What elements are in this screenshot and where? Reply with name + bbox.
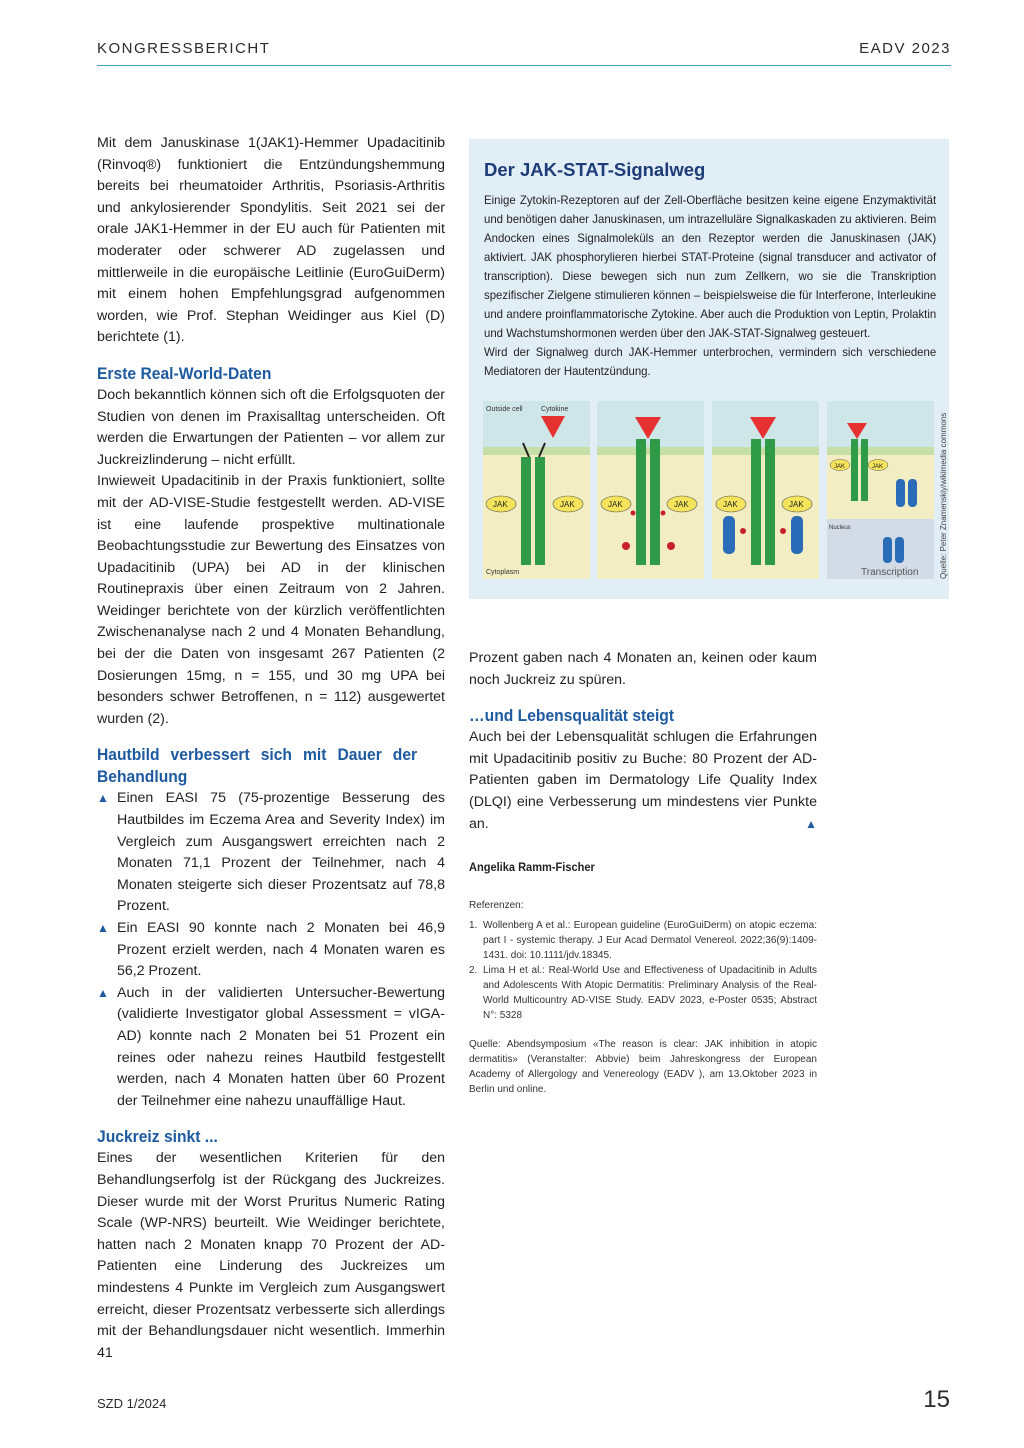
reference-list — [469, 918, 817, 1023]
panel-4 — [827, 401, 934, 579]
svg-text:JAK: JAK — [789, 500, 804, 509]
heading-juckreiz: Juckreiz sinkt ... — [97, 1127, 218, 1147]
info-box-text: Einige Zytokin-Rezeptoren auf der Zell-Oberfläche besitzen keine eigene Enzymaktivität und benötigen daher Januskinasen, um intrazelluläre Signalkaskaden zu aktivieren. Beim Andocken eines Signalmoleküls an den Rezeptor werden die Januskinasen (JAK) aktiviert. JAK phosphorylieren hierbei STAT-Proteine (signal transducer and activator of transcription). Diese bewegen sich nun zum Zellkern, wo sie die Transkription spezifischer Zielgene stimulieren können – beispielsweise die für Interferone, Interleukine und andere proinflammatorische Zytokine. Aber auch die Produktion von Leptin, Prolaktin und Wachstumshormonen werden über den JAK-STAT-Signalweg gesteuert. Wird der Signalweg durch JAK-Hemmer unterbrochen, vermindern sich verschiedene Mediatoren der Hautentzündung. — [484, 193, 937, 378]
heading-hautbild: Hautbild verbessert sich mit Dauer der Behandlung — [97, 745, 418, 787]
svg-text:Cytoplasm: Cytoplasm — [486, 569, 520, 576]
paragraph: Inwieweit Upadacitinib in der Praxis funktioniert, sollte mit der AD-VISE-Studie festgestellt werden. AD-VISE ist eine laufende prospektive multinationale Beobachtungsstudie zur Bewertung des Einsatzes von Upadacitinib (UPA) bei AD in der klinischen Routinepraxis über einen Zeitraum von 2 Jahren. Weidinger berichtete von der kürzlich veröffentlichten Zwischenanalyse nach 2 und 4 Monaten Behandlung, bei der die Daten von insgesamt 267 Patienten (2 Dosierungen 15mg, n = 155, und 30 mg UPA bei besonders schwer Betroffenen, n = 112) ausgewertet wurden (2). — [97, 473, 445, 727]
references-label: Referenzen: — [469, 899, 524, 911]
svg-text:JAK: JAK — [872, 464, 884, 470]
paragraph: Prozent gaben nach 4 Monaten an, keinen oder kaum noch Juckreiz zu spüren. — [469, 650, 817, 688]
svg-text:JAK: JAK — [560, 500, 575, 509]
list-item: ▲ Auch in der validierten Untersucher-Bewertung (validierte Investigator global Assessment = vIGA-AD) konnte nach 2 Monaten bei 51 Prozent ein reines oder nahezu reines Hautbild festgestellt werden, nach 4 Monaten hatten über 60 Prozent der Teilnehmer eine nahezu unauffällige Haut. — [97, 984, 445, 1109]
info-box — [469, 139, 949, 599]
panel-3 — [712, 401, 819, 579]
section-label: KONGRESSBERICHT — [97, 40, 271, 57]
left-column — [97, 133, 445, 1364]
svg-text:JAK: JAK — [723, 500, 738, 509]
list-item: ▲ Einen EASI 75 (75-prozentige Besserung des Hautbildes im Eczema Area and Severity Index) im Vergleich zum Ausgangswert erreichten nach 2 Monaten 71,1 Prozent der Teilnehmer, nach 4 Monaten steigerte sich dieser Prozentsatz auf 78,8 Prozent. — [97, 790, 445, 915]
paragraph: Doch bekanntlich können sich oft die Erfolgsquoten der Studien von denen im Praxisalltag unterscheiden. Oft werden die Erwartungen der Patienten – vor allem zur Juckreizlinderung – nicht erfüllt. — [97, 386, 445, 468]
triangle-bullet-icon: ▲ — [97, 791, 109, 806]
author-name: Angelika Ramm-Fischer — [469, 860, 595, 875]
svg-text:Nucleus: Nucleus — [829, 525, 851, 531]
info-box-title: Der JAK-STAT-Signalweg — [484, 159, 706, 180]
svg-text:JAK: JAK — [674, 500, 689, 509]
running-header — [97, 40, 951, 66]
page-number: 15 — [923, 1386, 950, 1413]
end-triangle-icon: ▲ — [805, 816, 817, 831]
reference-item: 2. Lima H et al.: Real-World Use and Effectiveness of Upadacitinib in Adults and Adolescents With Atopic Dermatitis: Preliminary Analysis of the Real-World Multicountry AD-VISE Study. EADV 2023, e-Poster 0535; Abstract N°: 5328 — [469, 965, 817, 1022]
svg-text:JAK: JAK — [493, 500, 508, 509]
panel-2 — [597, 401, 704, 579]
intro-paragraph: Mit dem Januskinase 1(JAK1)-Hemmer Upadacitinib (Rinvoq®) funktioniert die Entzündungshemmung bereits bei rheumatoider Arthritis, Psoriasis-Arthritis und ankylosierender Spondylitis. Seit 2021 sei der orale JAK1-Hemmer in der EU auch für Patienten mit moderater oder schwerer AD zugelassen und mittlerweile in die europäische Leitlinie (EuroGuiDerm) mit einem hohen Empfehlungsgrad aufgenommen worden, wie Prof. Stephan Weidinger aus Kiel (D) berichtete (1). — [97, 135, 445, 346]
bullet-list — [97, 788, 445, 1112]
heading-lebensqualitaet: …und Lebensqualität steigt — [469, 706, 675, 726]
paragraph: Eines der wesentlichen Kriterien für den Behandlungserfolg ist der Rückgang des Juckreizes. Dieser wurde mit der Worst Pruritus Numeric Rating Scale (WP-NRS) beurteilt. Wie Weidinger berichtete, hatten nach 2 Monaten knapp 70 Prozent der AD-Patienten eine Linderung des Juckreizes um mindestens 4 Punkte im Vergleich zum Ausgangswert erreicht, dieser Prozentsatz verbesserte sich allerdings mit der Behandlungsdauer nicht wesentlich. Immerhin 41 — [97, 1150, 445, 1361]
triangle-bullet-icon: ▲ — [97, 921, 109, 935]
jak-stat-diagram — [483, 401, 934, 579]
image-credit: Quelle: Peter Znamenskiy/wikimedia commons — [939, 412, 948, 579]
source-note: Quelle: Abendsymposium «The reason is clear: JAK inhibition in atopic dermatitis» (Veranstalter: Abbvie) beim Jahreskongress der European Academy of Allergology and Venereology (EADV ), am 13.Oktober 2023 in Berlin und online. — [469, 1039, 817, 1096]
paragraph: Auch bei der Lebensqualität schlugen die Erfahrungen mit Upadacitinib positiv zu Buche: 80 Prozent der AD-Patienten gaben im Dermatology Life Quality Index (DLQI) eine Verbesserung um mindestens vier Punkte an. ▲ — [469, 727, 817, 835]
svg-text:JAK: JAK — [834, 464, 846, 470]
svg-text:Cytokine: Cytokine — [541, 406, 569, 413]
list-item: ▲ Ein EASI 90 konnte nach 2 Monaten bei 46,9 Prozent erzielt werden, nach 4 Monaten waren es 56,2 Prozent. — [97, 920, 445, 980]
heading-real-world: Erste Real-World-Daten — [97, 363, 272, 383]
svg-text:Transcription: Transcription — [861, 567, 919, 578]
svg-text:JAK: JAK — [608, 500, 623, 509]
issue-label: EADV 2023 — [859, 40, 951, 57]
svg-text:Outside cell: Outside cell — [486, 406, 523, 413]
right-column — [469, 648, 817, 1097]
reference-item: 1. Wollenberg A et al.: European guideline (EuroGuiDerm) on atopic eczema: part I - systemic therapy. J Eur Acad Dermatol Venereol. 2022;36(9):1409-1431. doi: 10.1111/jdv.18345. — [469, 920, 817, 962]
triangle-bullet-icon: ▲ — [97, 985, 109, 1000]
issue-footer: SZD 1/2024 — [97, 1396, 167, 1411]
panel-1 — [483, 401, 590, 579]
